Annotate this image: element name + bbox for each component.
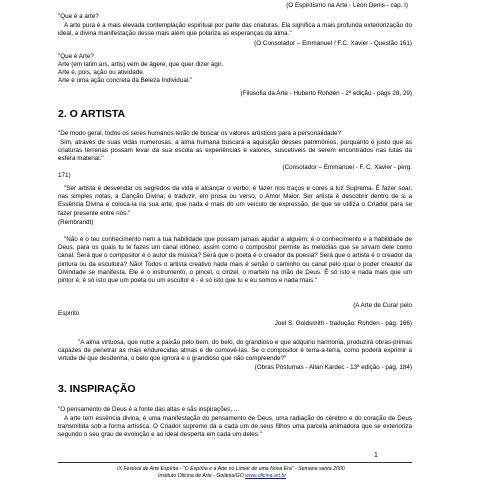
footer-institute-line [158,473,286,479]
source-citation: (Obras Póstumas - Allan Kardec - 13ª edição - pág. 184) [254,364,412,371]
website-link[interactable]: www.oficina.art.br [245,473,287,479]
page-number: 1 [374,452,378,459]
source-citation: (Consolador – Emmanuel - F. C. Xavier - perg. [282,164,412,171]
footer-institute-text: Instituto Oficina de Arte - Goiânia/GO [158,473,246,479]
quote-paragraph: "Ser artista é desvendar os segredos da vida e alcançar o verbo; é fazer nos traços e cores a luz Suprema. É fazer soar, nas simples notas, a Canção Divina; é traduzir, em prosa ou verso, o Amor Maior. Ser artista é descobrir dentro de si a Essência Divina e colocá-la na sua arte, que nada é mais do um veículo de expressão, de que se utiliza o Criador para se fazer presente entre nós." [58,185,412,217]
question-line: "Que é Arte? [58,53,94,60]
footer-divider [58,462,412,463]
source-citation: (Rembrandt) [58,219,94,226]
source-citation: (Filosofia da Arte - Huberto Rohden - 2ª edição - págs 28, 29) [240,90,412,97]
answer-paragraph: A arte pura é a mais elevada contemplação espiritual por parte das criaturas. Ela significa a mais profunda exteriorização do ideal, a divina manifestação desse mais além que polariza as esperanças da alma." [58,22,412,38]
question-line: Arte é, pois, ação ou atividade. [58,69,145,76]
source-citation: (O Consolador – Emmanuel / F.C. Xavier - Questão 161) [254,40,412,47]
section-heading: 3. INSPIRAÇÃO [58,383,136,395]
question-line: Arte (em latim ars, artis) vem de ágere, que quer dizer agir. [58,61,223,68]
question-line: Arte é uma ação concreta da Beleza Individual." [58,77,193,84]
quote-paragraph: "Não é o teu conhecimento nem a tua habilidade que possam jamais ajudar a alguém: é o conhecimento e a habilidade de Deus, para os quais tu te fazes um canal idôneo, assim como o compositor permite às melodias que se sirvam dele como canal. Será que o compositor é o autor da música? Será que o poeta é o creador da poesia? Será que o artista é o creador da pintura ou da escultura? Não! Todos o artista creativo nada mais é senão o caminho ou canal pelo qual o poder creador da Divindade se manifesta. Ele é o instrumento, o pincel, o cinzel, o martelo na mão de Deus. É só isto e nada mais que um pintor é; é só isto que um poeta ou um escultor é - é só isto que tu e eu somos e nada mais." [58,236,412,285]
question-text: "Que é a arte? [58,13,99,20]
footer-event-line: IX Festival de Arte Espírita - "O Espírita e a Arte no Limiar de uma Nova Era" - Semana santa 2000 [117,466,345,472]
source-citation: Espírito [58,310,80,317]
source-citation: 171) [58,172,71,179]
source-citation: (O Espiritismo na Arte - Léon Denis - cap. I) [286,2,408,9]
quote-paragraph: A arte tem essência divina, é uma manifestação do pensamento de Deus, uma radiação do cérebro e do coração de Deus transmitida sob a forma artística. O Criador supremo dá a cada um de seus filhos uma parcela animadora que se exterioriza segundo o seu grau de evolução e ao ideal desperta em cada um deles." [58,415,412,439]
source-citation: (A Arte de Curar pelo [353,302,412,309]
source-citation: Joel S. Goldsmith - tradução: Rohden - pág. 166) [274,320,412,327]
quote-paragraph: "O pensamento de Deus é a fonte das altas e sãs inspirações, ... [58,406,240,413]
question-text: "De modo geral, todos os seres humanos terão de buscar os valores artísticos para a personalidade? [58,130,341,137]
section-heading: 2. O ARTISTA [58,108,126,120]
quote-paragraph: "A alma virtuosa, que nutre a paixão pelo bem, do belo, do grandioso e que adquiriu harmonia, produzirá obras-primas capazes de penetrar as mais endurecidas almas e de comovê-las. Se o compositor é terra-a-terra, como poderá exprimir a virtude de que desdenha, o belo que ignora e o grandioso que não compreende?" [58,339,412,363]
answer-paragraph: Sim, através de suas vidas numerosas, a alma humana buscará a aquisição desses patrimônios, porquanto é justo que as criaturas terrenas possam levar da sua escola as experiências e valores, suscetíveis de serem encontrados nas lutas da esfera material." [58,139,412,163]
